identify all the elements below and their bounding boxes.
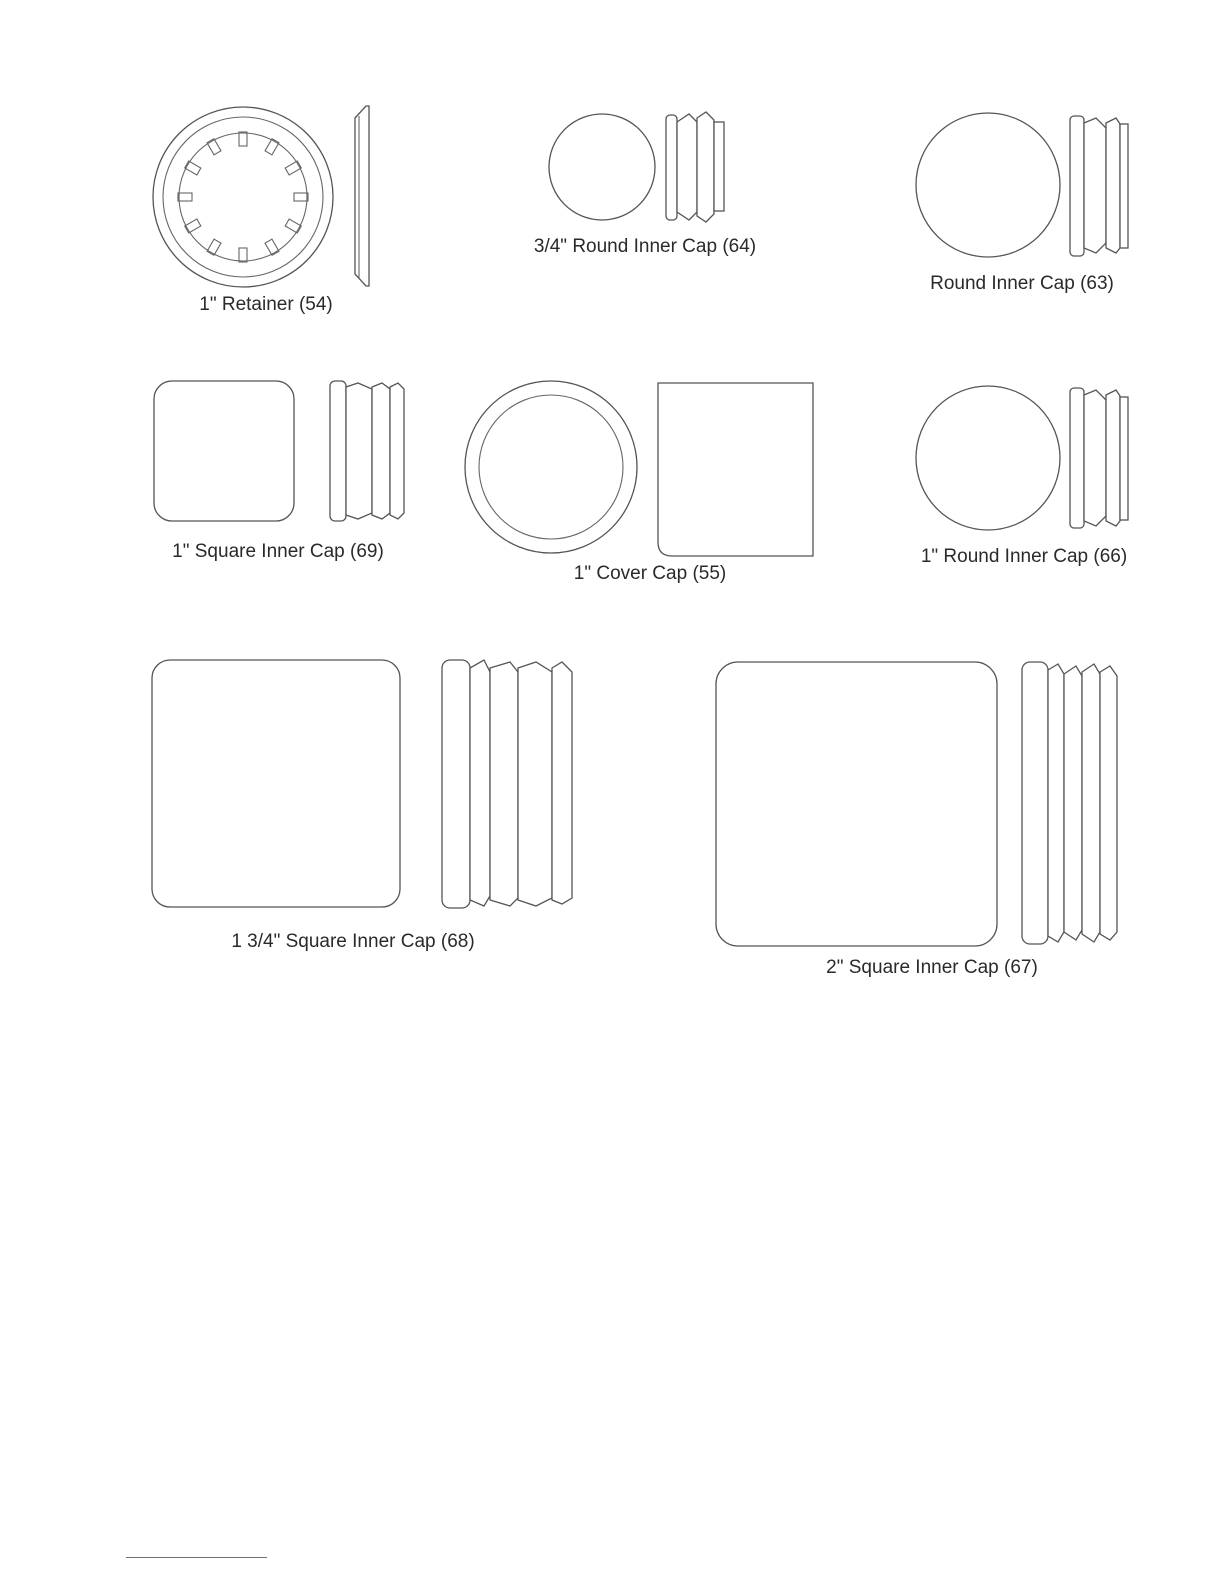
- cover-cap-55-label: 1" Cover Cap (55): [573, 563, 727, 584]
- footer-rule: [126, 1557, 267, 1558]
- round-inner-cap-64-front-view: [549, 114, 655, 220]
- square-inner-cap-67-side-view: [1022, 662, 1117, 944]
- cover-cap-55-side-view: [658, 383, 813, 556]
- square-inner-cap-68-front-view: [152, 660, 400, 907]
- square-inner-cap-67-label: 2" Square Inner Cap (67): [826, 957, 1038, 978]
- square-inner-cap-69-label: 1" Square Inner Cap (69): [172, 541, 384, 562]
- square-inner-cap-69-side-view: [330, 381, 404, 521]
- round-inner-cap-64-side-view: [666, 112, 724, 222]
- round-inner-cap-63-label: Round Inner Cap (63): [930, 273, 1114, 294]
- retainer-54-side-view: [355, 106, 369, 286]
- round-inner-cap-64-label: 3/4" Round Inner Cap (64): [533, 236, 757, 257]
- retainer-54-front-view: [153, 107, 333, 287]
- square-inner-cap-68-label: 1 3/4" Square Inner Cap (68): [231, 931, 475, 952]
- cover-cap-55-front-view: [465, 381, 637, 553]
- round-inner-cap-66-label: 1" Round Inner Cap (66): [920, 546, 1128, 567]
- square-inner-cap-67-front-view: [716, 662, 997, 946]
- square-inner-cap-68-side-view: [442, 660, 572, 908]
- round-inner-cap-66-front-view: [916, 386, 1060, 530]
- round-inner-cap-63-front-view: [916, 113, 1060, 257]
- square-inner-cap-69-front-view: [154, 381, 294, 521]
- retainer-54-label: 1" Retainer (54): [199, 294, 333, 315]
- round-inner-cap-63-side-view: [1070, 116, 1128, 256]
- round-inner-cap-66-side-view: [1070, 388, 1128, 528]
